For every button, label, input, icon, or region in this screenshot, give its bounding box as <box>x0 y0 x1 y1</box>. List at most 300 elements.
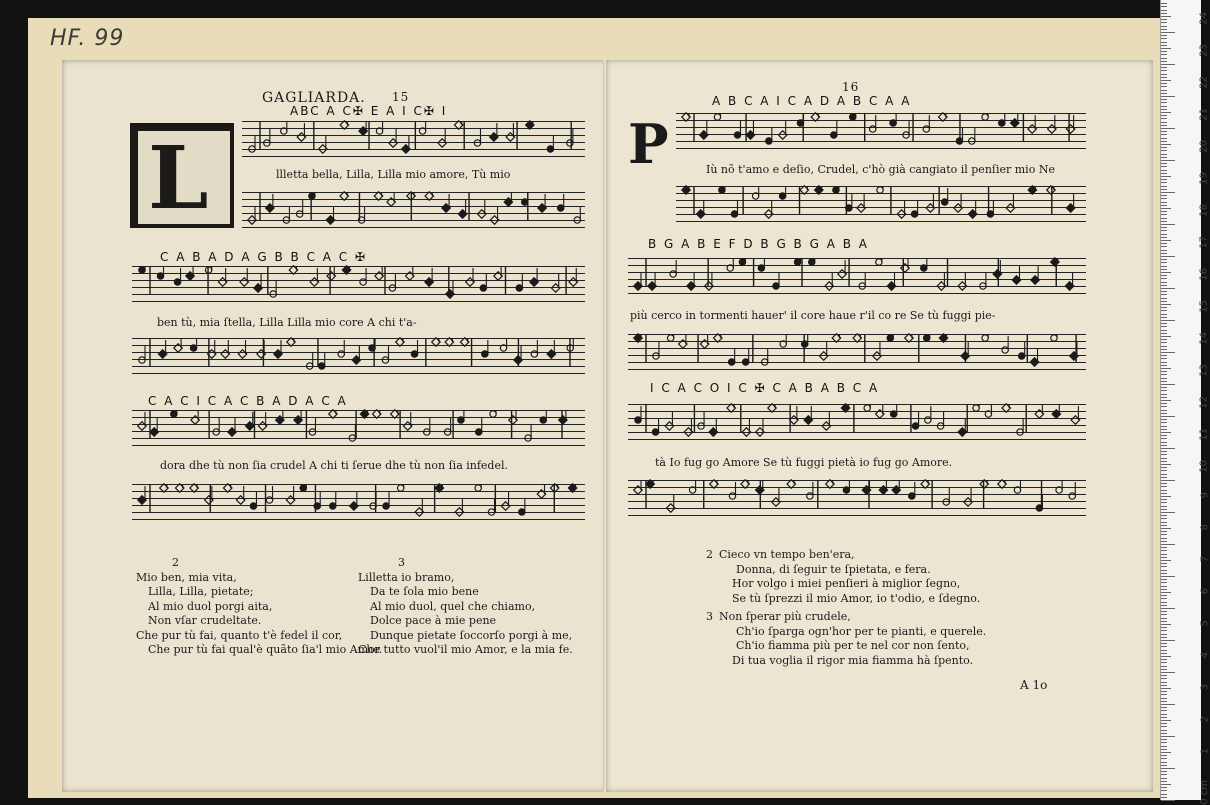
ruler-tick <box>1161 634 1167 635</box>
ruler-tick <box>1161 13 1167 14</box>
ruler-tick <box>1161 115 1167 116</box>
ruler-tick <box>1161 240 1171 241</box>
ruler-label: 7 <box>1199 556 1210 563</box>
ruler-tick <box>1161 365 1167 366</box>
note-head <box>985 411 991 417</box>
ruler-tick <box>1161 611 1167 612</box>
note-glyphs <box>132 484 585 520</box>
ruler-tick <box>1161 707 1167 708</box>
note-head <box>270 291 276 297</box>
ruler-tick <box>1161 256 1175 257</box>
ruler-tick <box>1161 630 1167 631</box>
note-head <box>516 285 522 291</box>
ruler-tick <box>1161 333 1167 334</box>
ruler-tick <box>1161 80 1171 81</box>
note-head <box>714 114 720 120</box>
lyric-line: dora dhe tù non ſia crudel A chi ti ſerue dhe tù non ſia infedel. <box>160 459 508 472</box>
note-head <box>389 285 395 291</box>
note-head <box>296 211 302 217</box>
ruler-tick <box>1161 93 1167 94</box>
ruler-label: 1 <box>1199 748 1210 755</box>
ruler-tick <box>1161 531 1167 532</box>
ruler-tick <box>1161 448 1175 449</box>
note-head <box>923 335 929 341</box>
ruler-tick <box>1161 189 1167 190</box>
verse-line: Che pur tù fai qual'è quãto ſia'l mio Amor. <box>148 643 383 656</box>
ruler-tick <box>1161 106 1167 107</box>
note-head <box>807 493 813 499</box>
ruler-tick <box>1161 710 1167 711</box>
music-staff <box>676 113 1086 149</box>
ruler-tick <box>1161 509 1167 510</box>
ruler-tick <box>1161 480 1175 481</box>
ruler-tick <box>1161 406 1167 407</box>
note-glyphs <box>132 410 585 446</box>
verse-line: Ch'io fiamma più per te nel cor non ſento, <box>736 639 970 652</box>
lyric-line: più cerco in tormenti hauer' il core haue r'il co re Se tù fuggi pie- <box>630 309 996 322</box>
note-head <box>727 265 733 271</box>
ruler-tick <box>1161 346 1167 347</box>
ruler-tick <box>1161 534 1167 535</box>
note-head <box>424 429 430 435</box>
verse-line: Mio ben, mia vita, <box>136 570 237 584</box>
note-head <box>266 497 272 503</box>
verse-line: Ch'io ſparga ogn'hor per te pianti, e querele. <box>736 624 987 638</box>
verse-number: 2 <box>172 556 179 569</box>
ruler-tick <box>1161 762 1167 763</box>
ruler-tick <box>1161 579 1167 580</box>
page-title: GAGLIARDA. <box>262 90 366 106</box>
ruler-tick <box>1161 51 1167 52</box>
ruler-tick <box>1161 77 1167 78</box>
ruler-tick <box>1161 595 1167 596</box>
ruler-tick <box>1161 675 1167 676</box>
ruler-tick <box>1161 125 1167 126</box>
ruler-tick <box>1161 54 1167 55</box>
ruler-tick <box>1161 275 1167 276</box>
ruler-label: 3 <box>1199 684 1210 691</box>
ruler-tick <box>1161 374 1167 375</box>
note-head <box>369 345 375 351</box>
ruler-tick <box>1161 10 1167 11</box>
music-staff <box>132 266 585 302</box>
ruler-tick <box>1161 358 1167 359</box>
note-head <box>531 351 537 357</box>
tablature-letters: ABC A C✠ E A I C✠ I <box>290 104 448 118</box>
note-head <box>780 341 786 347</box>
ruler-tick <box>1161 483 1167 484</box>
ruler-tick <box>1161 266 1167 267</box>
ruler-tick <box>1161 451 1167 452</box>
note-head <box>139 357 145 363</box>
music-staff <box>132 410 585 446</box>
ruler-tick <box>1161 691 1167 692</box>
ruler-tick <box>1161 48 1171 49</box>
ruler-label: 16 <box>1199 268 1210 281</box>
note-head <box>482 351 488 357</box>
ruler-tick <box>1161 323 1167 324</box>
ruler-tick <box>1161 29 1167 30</box>
note-head <box>831 132 837 138</box>
ruler-tick <box>1161 598 1167 599</box>
ruler-tick <box>1161 314 1167 315</box>
ruler-tick <box>1161 672 1175 673</box>
note-head <box>969 138 975 144</box>
note-glyphs <box>242 121 585 157</box>
ruler-tick <box>1161 269 1167 270</box>
ruler-tick <box>1161 282 1167 283</box>
tablature-letters: C A C I C A C B A D A C A <box>148 394 348 408</box>
ruler-tick <box>1161 778 1167 779</box>
ruler-tick <box>1161 733 1167 734</box>
ruler-tick <box>1161 186 1167 187</box>
ruler-tick <box>1161 378 1167 379</box>
note-head <box>475 485 481 491</box>
verse-line: Non vſar crudeltate. <box>148 614 262 627</box>
ruler-tick <box>1161 397 1167 398</box>
verse-line: Al mio duol porgi aita, <box>148 599 273 613</box>
music-staff <box>628 258 1086 294</box>
ruler-tick <box>1161 400 1171 401</box>
ruler-tick <box>1161 739 1167 740</box>
note-head <box>956 138 962 144</box>
verse-line: Di tua voglia il rigor mia fiamma hà ſpento. <box>732 653 974 667</box>
note-head <box>171 411 177 417</box>
note-head <box>653 353 659 359</box>
note-head <box>734 132 740 138</box>
note-head <box>250 503 256 509</box>
verse-line: Cieco vn tempo ben'era, <box>719 548 855 561</box>
ruler-tick <box>1161 131 1167 132</box>
note-head <box>999 120 1005 126</box>
note-head <box>525 435 531 441</box>
ruler-tick <box>1161 237 1167 238</box>
ruler-tick <box>1161 42 1167 43</box>
ruler-tick <box>1161 26 1167 27</box>
note-glyphs <box>132 266 585 302</box>
ruler-tick <box>1161 16 1171 17</box>
note-head <box>652 429 658 435</box>
ruler-tick <box>1161 32 1175 33</box>
ruler-tick <box>1161 621 1167 622</box>
ruler-tick <box>1161 74 1167 75</box>
ruler-tick <box>1161 301 1167 302</box>
note-head <box>488 509 494 515</box>
note-head <box>444 429 450 435</box>
note-head <box>911 211 917 217</box>
ruler-tick <box>1161 502 1167 503</box>
note-head <box>314 503 320 509</box>
ruler-tick <box>1161 506 1167 507</box>
ruler-tick <box>1161 355 1167 356</box>
ruler-label: 19 <box>1199 172 1210 185</box>
ruler-tick <box>1161 787 1167 788</box>
ruler-tick <box>1161 141 1167 142</box>
ruler-tick <box>1161 35 1167 36</box>
note-head <box>794 259 800 265</box>
page-number-left: 15 <box>392 90 410 104</box>
ruler-tick <box>1161 486 1167 487</box>
ruler-tick <box>1161 173 1167 174</box>
note-glyphs <box>628 404 1086 440</box>
ruler-tick <box>1161 618 1167 619</box>
ruler-tick <box>1161 83 1167 84</box>
ruler-tick <box>1161 605 1167 606</box>
ruler-tick <box>1161 653 1167 654</box>
note-glyphs <box>676 113 1086 149</box>
note-head <box>1036 505 1042 511</box>
ruler-tick <box>1161 38 1167 39</box>
note-head <box>937 423 943 429</box>
note-head <box>519 509 525 515</box>
ruler-tick <box>1161 797 1167 798</box>
ruler-tick <box>1161 493 1167 494</box>
note-head <box>490 411 496 417</box>
note-head <box>731 211 737 217</box>
note-head <box>890 120 896 126</box>
ruler-label: 5 <box>1199 620 1210 627</box>
note-head <box>689 487 695 493</box>
note-head <box>850 114 856 120</box>
note-head <box>903 132 909 138</box>
ruler-tick <box>1161 576 1175 577</box>
note-head <box>912 423 918 429</box>
ruler-label: 11 <box>1199 428 1210 441</box>
ruler-tick <box>1161 250 1167 251</box>
verse-block <box>706 548 980 606</box>
ruler-tick <box>1161 90 1167 91</box>
ruler-tick <box>1161 61 1167 62</box>
ruler-tick <box>1161 166 1167 167</box>
note-head <box>728 359 734 365</box>
shelfmark-label: HF. 99 <box>50 26 125 51</box>
ruler-tick <box>1161 528 1171 529</box>
ruler-tick <box>1161 368 1171 369</box>
ruler-tick <box>1161 390 1167 391</box>
ruler-tick <box>1161 118 1167 119</box>
verse-block <box>358 556 573 658</box>
ruler-label: 6 <box>1199 588 1210 595</box>
note-head <box>752 193 758 199</box>
ruler-tick <box>1161 246 1167 247</box>
note-glyphs <box>628 480 1086 516</box>
ruler-tick <box>1161 726 1167 727</box>
lyric-line: ben tù, mia ſtella, Lilla Lilla mio core A chi t'a- <box>157 316 417 329</box>
note-head <box>980 283 986 289</box>
ruler-tick <box>1161 522 1167 523</box>
ruler-label: 20 <box>1199 140 1210 153</box>
ruler-tick <box>1161 163 1167 164</box>
ruler-tick <box>1161 330 1167 331</box>
ruler-tick <box>1161 259 1167 260</box>
music-staff <box>132 338 585 374</box>
ruler-label: 14 <box>1199 332 1210 345</box>
note-head <box>411 351 417 357</box>
ruler-tick <box>1161 3 1167 4</box>
ruler-tick <box>1161 589 1167 590</box>
note-head <box>547 146 553 152</box>
ruler-label: 15 <box>1199 300 1210 313</box>
ruler-tick <box>1161 339 1167 340</box>
ruler-tick <box>1161 640 1175 641</box>
lyric-line: llletta bella, Lilla, Lilla mio amore, Tù mio <box>276 168 511 181</box>
ruler-tick <box>1161 278 1167 279</box>
note-head <box>458 417 464 423</box>
note-head <box>870 126 876 132</box>
verse-line: Lilla, Lilla, pietate; <box>148 585 254 598</box>
note-head <box>557 205 563 211</box>
ruler-tick <box>1161 6 1167 7</box>
lyric-line: tà Io fug go Amore Se tù fuggi pietà io fug go Amore. <box>655 456 953 469</box>
ruler-tick <box>1161 666 1167 667</box>
ruler-tick <box>1161 307 1167 308</box>
ruler-tick <box>1161 147 1167 148</box>
ruler-tick <box>1161 45 1167 46</box>
ruler-label: 8 <box>1199 524 1210 531</box>
verse-block <box>706 610 986 668</box>
tablature-letters: I C A C O I C ✠ C A B A B C A <box>650 381 880 395</box>
ruler-tick <box>1161 688 1171 689</box>
ruler-tick <box>1161 557 1167 558</box>
ruler-tick <box>1161 429 1167 430</box>
note-head <box>382 357 388 363</box>
ruler-tick <box>1161 58 1167 59</box>
ruler-tick <box>1161 291 1167 292</box>
ruler-tick <box>1161 518 1167 519</box>
note-head <box>909 493 915 499</box>
note-head <box>890 411 896 417</box>
ruler-tick <box>1161 192 1175 193</box>
note-head <box>360 279 366 285</box>
ruler-tick <box>1161 470 1167 471</box>
note-head <box>349 435 355 441</box>
ruler-tick <box>1161 70 1167 71</box>
note-head <box>864 405 870 411</box>
ruler-label: 2 <box>1199 716 1210 723</box>
ruler-tick <box>1161 371 1167 372</box>
ruler-tick <box>1161 464 1171 465</box>
note-head <box>719 187 725 193</box>
note-head <box>309 193 315 199</box>
ruler-tick <box>1161 426 1167 427</box>
ruler-tick <box>1161 538 1167 539</box>
note-head <box>1051 335 1057 341</box>
note-glyphs <box>242 192 585 228</box>
note-glyphs <box>628 334 1086 370</box>
ruler-label: 24 <box>1199 12 1210 25</box>
initial-letter: P <box>628 112 669 176</box>
ruler-label: 21 <box>1199 108 1210 121</box>
note-head <box>833 187 839 193</box>
ruler-tick <box>1161 416 1175 417</box>
note-head <box>567 140 573 146</box>
note-head <box>758 265 764 271</box>
ruler-tick <box>1161 624 1171 625</box>
ruler-tick <box>1161 221 1167 222</box>
ruler-tick <box>1161 563 1167 564</box>
ruler-tick <box>1161 272 1171 273</box>
verse-line: Che pur tù fai, quanto t'è fedel il cor, <box>136 628 343 642</box>
ruler-tick <box>1161 22 1167 23</box>
music-staff <box>132 484 585 520</box>
note-head <box>213 429 219 435</box>
ruler-tick <box>1161 384 1175 385</box>
note-head <box>376 128 382 134</box>
note-head <box>739 259 745 265</box>
ruler-tick <box>1161 122 1167 123</box>
ruler-label: 23 <box>1199 44 1210 57</box>
note-head <box>923 126 929 132</box>
ruler-tick <box>1161 198 1167 199</box>
ruler-tick <box>1161 781 1167 782</box>
ruler-tick <box>1161 717 1167 718</box>
ruler-tick <box>1161 227 1167 228</box>
note-head <box>500 345 506 351</box>
note-head <box>773 283 779 289</box>
ruler-tick <box>1161 496 1171 497</box>
ruler-tick <box>1161 138 1167 139</box>
ruler-tick <box>1161 723 1167 724</box>
note-head <box>887 335 893 341</box>
music-staff <box>242 192 585 228</box>
ruler-tick <box>1161 771 1167 772</box>
ruler-label: 10 <box>1199 460 1210 473</box>
ruler-tick <box>1161 586 1167 587</box>
ruler-tick <box>1161 749 1167 750</box>
note-head <box>319 363 325 369</box>
ruler-tick <box>1161 349 1167 350</box>
note-head <box>264 140 270 146</box>
note-head <box>809 259 815 265</box>
note-head <box>1017 429 1023 435</box>
ruler-tick <box>1161 304 1171 305</box>
ruler-tick <box>1161 182 1167 183</box>
note-glyphs <box>628 258 1086 294</box>
ruler-tick <box>1161 758 1167 759</box>
note-head <box>982 114 988 120</box>
note-head <box>843 487 849 493</box>
note-head <box>729 493 735 499</box>
ruler-tick <box>1161 96 1175 97</box>
verse-line: Non ſperar più crudele, <box>719 610 851 623</box>
note-head <box>941 199 947 205</box>
ruler-tick <box>1161 720 1171 721</box>
ruler-tick <box>1161 208 1171 209</box>
ruler-tick <box>1161 336 1171 337</box>
ruler-tick <box>1161 394 1167 395</box>
ruler-label: 9 <box>1199 492 1210 499</box>
note-head <box>742 359 748 365</box>
note-head <box>474 140 480 146</box>
ruler-tick <box>1161 742 1167 743</box>
music-staff <box>676 186 1086 222</box>
ruler-tick <box>1161 714 1167 715</box>
note-head <box>1018 353 1024 359</box>
note-head <box>802 341 808 347</box>
ruler-tick <box>1161 736 1175 737</box>
note-head <box>283 217 289 223</box>
note-head <box>982 335 988 341</box>
ruler-label: 0 cm <box>1199 780 1210 805</box>
note-head <box>157 273 163 279</box>
ruler-tick <box>1161 442 1167 443</box>
ruler-label: 18 <box>1199 204 1210 217</box>
note-head <box>480 285 486 291</box>
ruler-tick <box>1161 544 1175 545</box>
ruler-tick <box>1161 422 1167 423</box>
ruler-tick <box>1161 387 1167 388</box>
ruler-tick <box>1161 438 1167 439</box>
